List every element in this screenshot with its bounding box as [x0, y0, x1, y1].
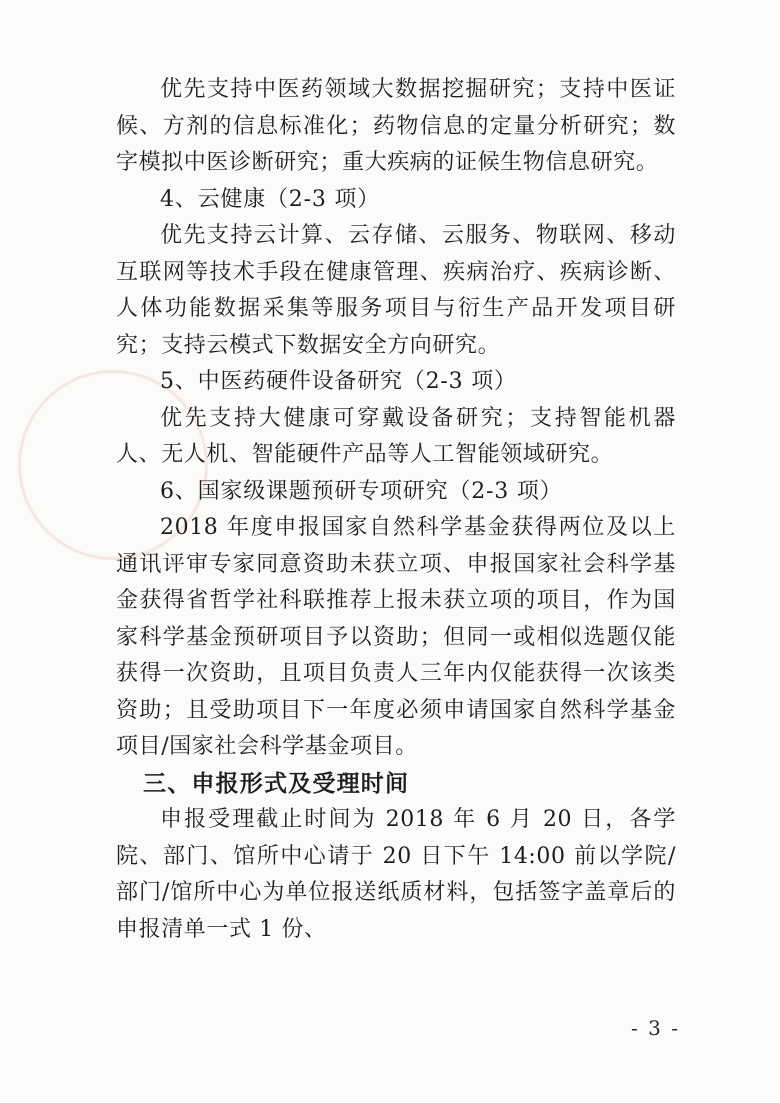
paragraph-cloud-health: 优先支持云计算、云存储、云服务、物联网、移动互联网等技术手段在健康管理、疾病治疗、疾病诊断、人体功能数据采集等服务项目与衍生产品开发项目研究；支持云模式下数据安全方向研究。 [116, 223, 676, 358]
paragraph-tcm-big-data: 优先支持中医药领域大数据挖掘研究；支持中医证候、方剂的信息标准化；药物信息的定量分析研究；数字模拟中医诊断研究；重大疾病的证候生物信息研究。 [116, 77, 676, 175]
section-heading-application: 三、申报形式及受理时间 [143, 770, 410, 797]
heading-cloud-health: 4、云健康（2-3 项） [160, 186, 381, 212]
heading-national-preresearch: 6、国家级课题预研专项研究（2-3 项） [160, 478, 563, 504]
paragraph-national-preresearch: 2018 年度申报国家自然科学基金获得两位及以上通讯评审专家同意资助未获立项、申报国家社会科学基金获得省哲学社科联推荐上报未获立项的项目，作为国家科学基金预研项目予以资助；但同一或相似选题仅能获得一次资助，且项目负责人三年内仅能获得一次该类资助；且受助项目下一年度必须申请国家自然科学基金项目/国家社会科学基金项目。 [116, 515, 676, 759]
document-body [116, 72, 676, 948]
paragraph-application-deadline: 申报受理截止时间为 2018 年 6 月 20 日，各学院、部门、馆所中心请于 20 日下午 14:00 前以学院/部门/馆所中心为单位报送纸质材料，包括签字盖章后的申报清单一式 1 份、 [116, 807, 676, 942]
page-number: - 3 - [631, 1016, 680, 1040]
paragraph-tcm-hardware: 优先支持大健康可穿戴设备研究；支持智能机器人、无人机、智能硬件产品等人工智能领域研究。 [116, 405, 676, 467]
heading-tcm-hardware: 5、中医药硬件设备研究（2-3 项） [160, 369, 517, 394]
